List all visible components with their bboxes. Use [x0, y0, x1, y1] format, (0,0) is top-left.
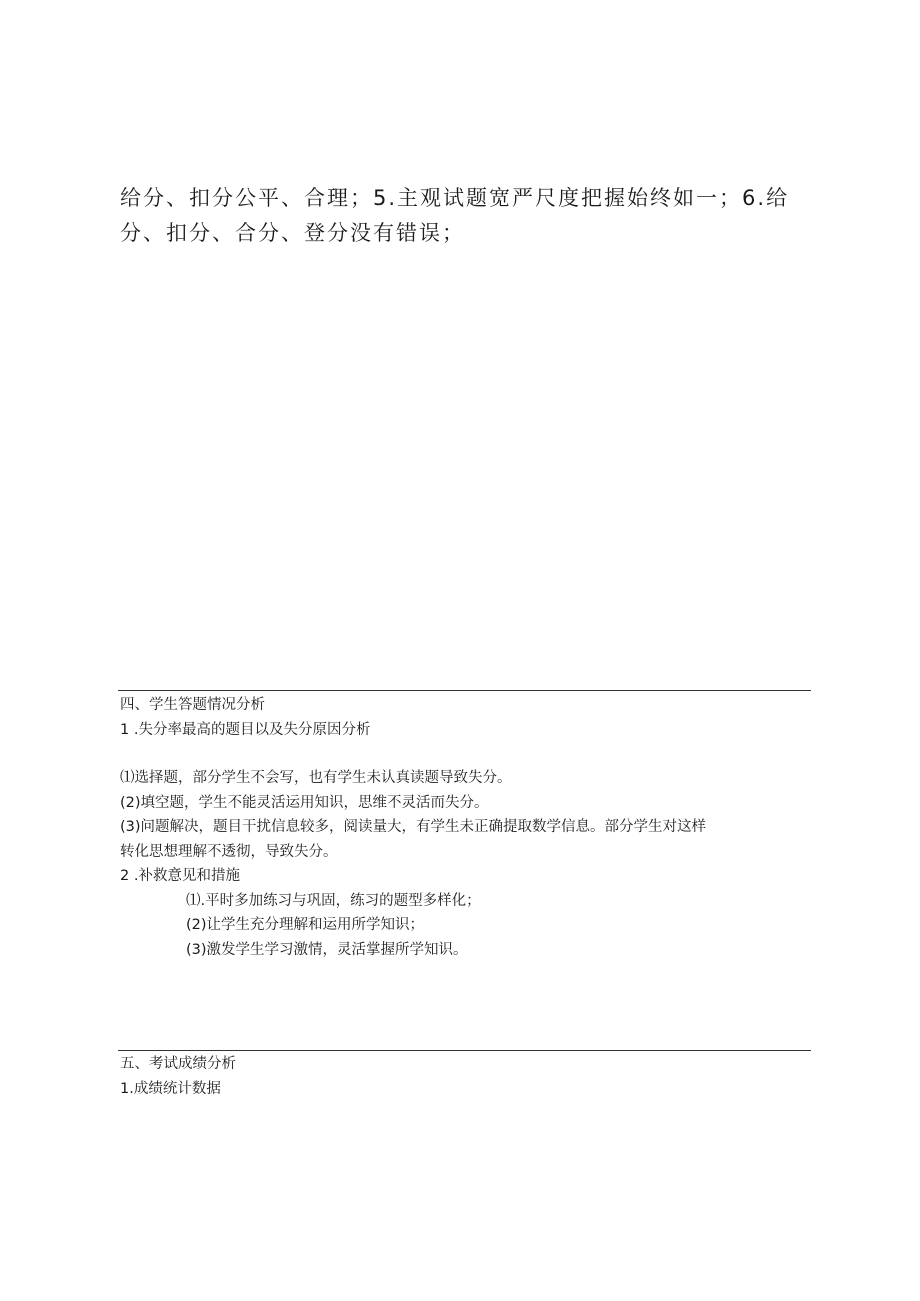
measure-item: ⑴.平时多加练习与巩固，练习的题型多样化；: [186, 892, 481, 909]
section-heading: 四、学生答题情况分析: [120, 697, 265, 713]
subsection-heading: 1.成绩统计数据: [120, 1080, 221, 1097]
measure-item: (3)激发学生学习激情，灵活掌握所学知识。: [186, 941, 468, 958]
subsection-heading: 1 .失分率最高的题目以及失分原因分析: [120, 721, 371, 738]
analysis-item: (2)填空题，学生不能灵活运用知识，思维不灵活而失分。: [120, 794, 489, 811]
intro-line: 分、扣分、合分、登分没有错误；: [120, 221, 465, 245]
section-divider: [118, 690, 811, 691]
measure-item: (2)让学生充分理解和运用所学知识；: [186, 917, 425, 933]
intro-paragraph: [120, 181, 800, 251]
section-divider: [118, 1050, 811, 1051]
analysis-item: ⑴选择题，部分学生不会写，也有学生未认真读题导致失分。: [120, 770, 512, 786]
analysis-item-continued: 转化思想理解不透彻，导致失分。: [120, 843, 338, 860]
subsection-heading: 2 .补救意见和措施: [120, 868, 240, 884]
section-student-answers: [120, 693, 810, 962]
section-exam-scores: [120, 1052, 810, 1101]
analysis-item: (3)问题解决，题目干扰信息较多，阅读量大，有学生未正确提取数学信息。部分学生对这样: [120, 819, 707, 835]
intro-line: 给分、扣分公平、合理；5.主观试题宽严尺度把握始终如一；6.给: [120, 186, 790, 210]
section-heading: 五、考试成绩分析: [120, 1056, 236, 1072]
spacer: [120, 742, 810, 766]
